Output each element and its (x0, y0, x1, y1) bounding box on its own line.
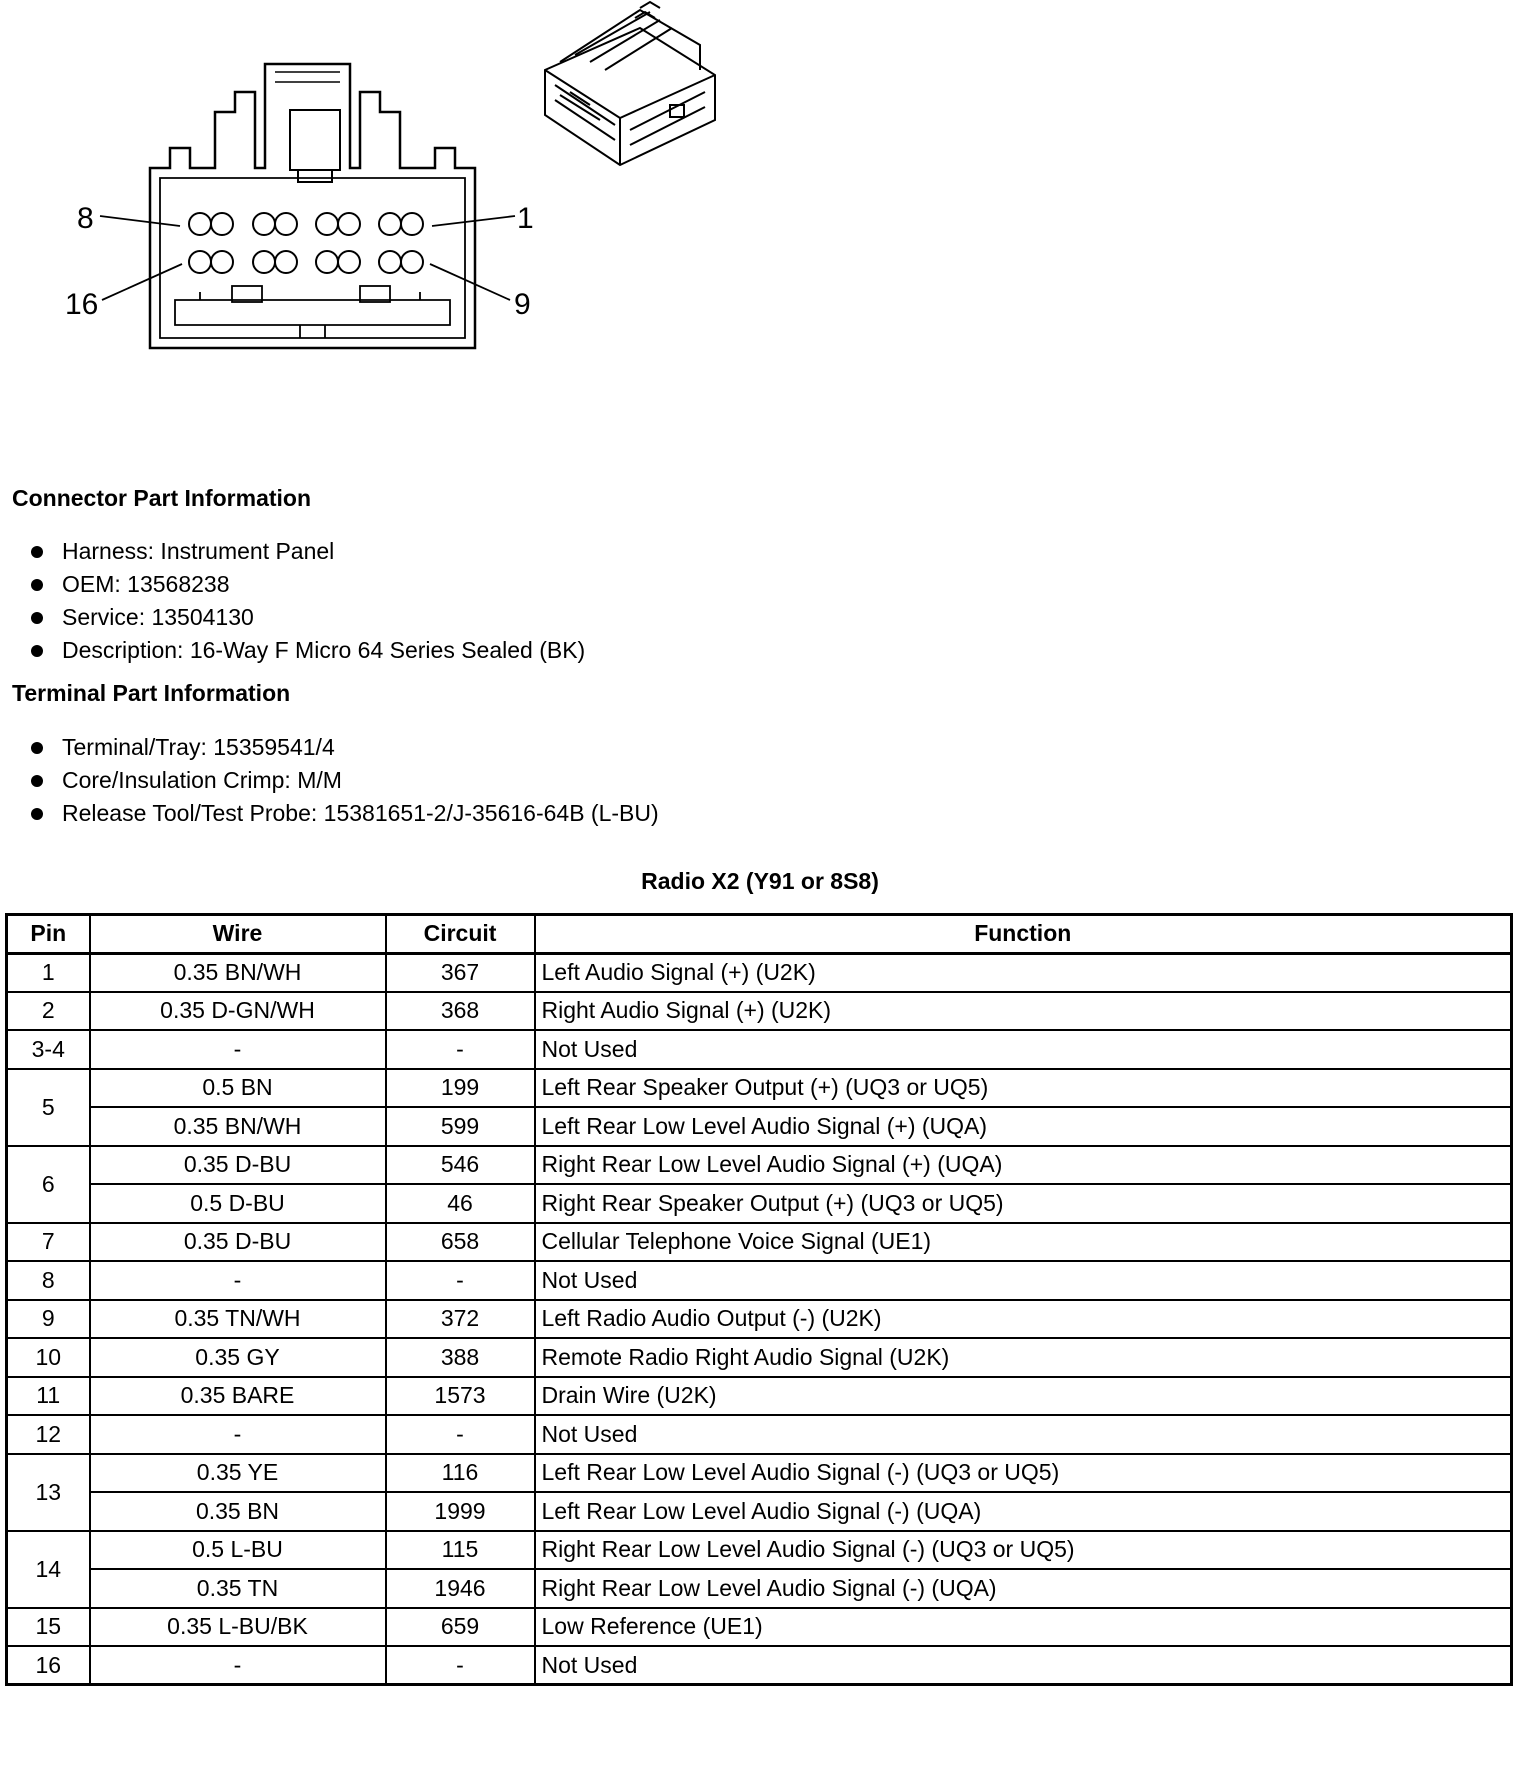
circuit-cell: 46 (386, 1184, 535, 1223)
list-item: Terminal/Tray: 15359541/4 (28, 731, 659, 764)
function-cell: Drain Wire (U2K) (535, 1377, 1512, 1416)
circuit-cell: - (386, 1030, 535, 1069)
wire-cell: 0.35 BN/WH (90, 1107, 386, 1146)
header-pin: Pin (7, 915, 90, 954)
wire-cell: 0.35 TN/WH (90, 1300, 386, 1339)
table-row (7, 1146, 1512, 1185)
pin-label-8: 8 (77, 202, 94, 235)
pin-cell: 12 (7, 1415, 90, 1454)
cavities-bottom-row (189, 251, 423, 273)
pin-cell: 16 (7, 1646, 90, 1685)
wire-cell: 0.35 BN/WH (90, 953, 386, 992)
function-cell: Left Audio Signal (+) (U2K) (535, 953, 1512, 992)
function-cell: Not Used (535, 1646, 1512, 1685)
list-item: Core/Insulation Crimp: M/M (28, 764, 659, 797)
terminal-part-info-list (28, 731, 659, 830)
wire-cell: 0.35 L-BU/BK (90, 1608, 386, 1647)
table-row (7, 1030, 1512, 1069)
connector-face-view (100, 64, 515, 348)
list-item: Harness: Instrument Panel (28, 535, 585, 568)
pin-label-9: 9 (514, 288, 531, 321)
table-row (7, 1223, 1512, 1262)
table-title: Radio X2 (Y91 or 8S8) (641, 868, 879, 894)
table-row (7, 1454, 1512, 1493)
circuit-cell: - (386, 1415, 535, 1454)
wire-cell: - (90, 1030, 386, 1069)
pin-cell: 3-4 (7, 1030, 90, 1069)
table-row (7, 1377, 1512, 1416)
circuit-cell: 367 (386, 953, 535, 992)
header-circuit: Circuit (386, 915, 535, 954)
pin-cell: 6 (7, 1146, 90, 1223)
list-item: OEM: 13568238 (28, 568, 585, 601)
table-row (7, 1608, 1512, 1647)
pin-cell: 8 (7, 1261, 90, 1300)
wire-cell: - (90, 1261, 386, 1300)
wire-cell: 0.35 TN (90, 1569, 386, 1608)
function-cell: Low Reference (UE1) (535, 1608, 1512, 1647)
circuit-cell: 115 (386, 1531, 535, 1570)
pin-label-16: 16 (65, 288, 99, 321)
connector-diagram (0, 0, 760, 370)
function-cell: Right Rear Low Level Audio Signal (+) (UQA) (535, 1146, 1512, 1185)
table-row (7, 1415, 1512, 1454)
wire-cell: 0.35 D-BU (90, 1223, 386, 1262)
wire-cell: 0.5 D-BU (90, 1184, 386, 1223)
pin-cell: 11 (7, 1377, 90, 1416)
table-row (7, 1531, 1512, 1570)
wire-cell: - (90, 1415, 386, 1454)
table-row (7, 1338, 1512, 1377)
pin-cell: 14 (7, 1531, 90, 1608)
header-function: Function (535, 915, 1512, 954)
table-row (7, 1569, 1512, 1608)
connector-part-info-title: Connector Part Information (12, 485, 312, 511)
circuit-cell: 372 (386, 1300, 535, 1339)
terminal-part-info-title: Terminal Part Information (12, 680, 291, 706)
table-row (7, 1184, 1512, 1223)
circuit-cell: 1946 (386, 1569, 535, 1608)
wire-cell: 0.35 BARE (90, 1377, 386, 1416)
pin-cell: 13 (7, 1454, 90, 1531)
connector-part-info-list (28, 535, 585, 667)
list-item: Description: 16-Way F Micro 64 Series Sealed (BK) (28, 634, 585, 667)
table-row (7, 1646, 1512, 1685)
list-item: Service: 13504130 (28, 601, 585, 634)
circuit-cell: 1573 (386, 1377, 535, 1416)
table-row (7, 953, 1512, 992)
table-row (7, 992, 1512, 1031)
pin-cell: 2 (7, 992, 90, 1031)
pin-cell: 1 (7, 953, 90, 992)
function-cell: Right Rear Low Level Audio Signal (-) (UQA) (535, 1569, 1512, 1608)
circuit-cell: 388 (386, 1338, 535, 1377)
header-wire: Wire (90, 915, 386, 954)
function-cell: Not Used (535, 1030, 1512, 1069)
circuit-cell: 368 (386, 992, 535, 1031)
circuit-cell: 546 (386, 1146, 535, 1185)
function-cell: Left Rear Speaker Output (+) (UQ3 or UQ5) (535, 1069, 1512, 1108)
circuit-cell: 599 (386, 1107, 535, 1146)
table-row (7, 1069, 1512, 1108)
function-cell: Remote Radio Right Audio Signal (U2K) (535, 1338, 1512, 1377)
pinout-table (5, 913, 1513, 1686)
table-row (7, 1492, 1512, 1531)
cavities-top-row (189, 213, 423, 235)
function-cell: Right Rear Speaker Output (+) (UQ3 or UQ5) (535, 1184, 1512, 1223)
table-row (7, 1107, 1512, 1146)
table-row (7, 1300, 1512, 1339)
function-cell: Cellular Telephone Voice Signal (UE1) (535, 1223, 1512, 1262)
wire-cell: 0.35 YE (90, 1454, 386, 1493)
pin-cell: 5 (7, 1069, 90, 1146)
wire-cell: 0.35 D-BU (90, 1146, 386, 1185)
function-cell: Not Used (535, 1415, 1512, 1454)
function-cell: Right Rear Low Level Audio Signal (-) (UQ3 or UQ5) (535, 1531, 1512, 1570)
circuit-cell: 659 (386, 1608, 535, 1647)
wire-cell: 0.35 BN (90, 1492, 386, 1531)
circuit-cell: - (386, 1261, 535, 1300)
pin-cell: 9 (7, 1300, 90, 1339)
circuit-cell: 199 (386, 1069, 535, 1108)
pin-cell: 15 (7, 1608, 90, 1647)
table-row (7, 1261, 1512, 1300)
list-item: Release Tool/Test Probe: 15381651-2/J-35616-64B (L-BU) (28, 797, 659, 830)
function-cell: Left Radio Audio Output (-) (U2K) (535, 1300, 1512, 1339)
wire-cell: - (90, 1646, 386, 1685)
pin-label-1: 1 (517, 202, 534, 235)
wire-cell: 0.5 BN (90, 1069, 386, 1108)
circuit-cell: 1999 (386, 1492, 535, 1531)
wire-cell: 0.5 L-BU (90, 1531, 386, 1570)
table-header-row (7, 915, 1512, 954)
circuit-cell: 658 (386, 1223, 535, 1262)
function-cell: Left Rear Low Level Audio Signal (-) (UQ3 or UQ5) (535, 1454, 1512, 1493)
function-cell: Left Rear Low Level Audio Signal (-) (UQA) (535, 1492, 1512, 1531)
circuit-cell: - (386, 1646, 535, 1685)
pin-cell: 7 (7, 1223, 90, 1262)
circuit-cell: 116 (386, 1454, 535, 1493)
connector-isometric-view (545, 2, 715, 165)
function-cell: Left Rear Low Level Audio Signal (+) (UQA) (535, 1107, 1512, 1146)
pin-cell: 10 (7, 1338, 90, 1377)
wire-cell: 0.35 D-GN/WH (90, 992, 386, 1031)
wire-cell: 0.35 GY (90, 1338, 386, 1377)
function-cell: Right Audio Signal (+) (U2K) (535, 992, 1512, 1031)
function-cell: Not Used (535, 1261, 1512, 1300)
